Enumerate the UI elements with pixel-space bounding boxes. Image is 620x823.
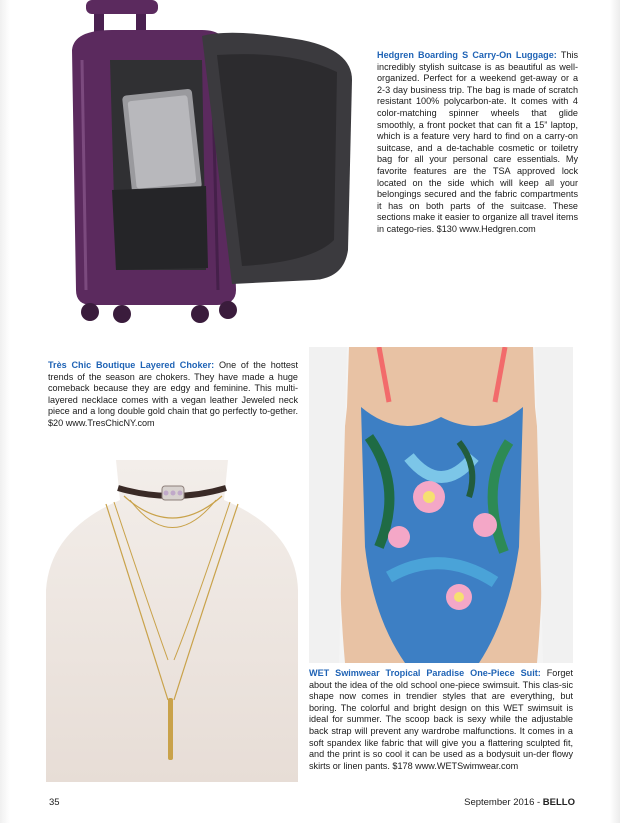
magazine-brand: BELLO	[542, 797, 575, 808]
article-body: One of the hottest trends of the season are chokers. They have made a huge comeback because they are edgy and feminine. This multi-layered necklace comes with a vegan leather Jeweled neck piece and a long double gold chain that go perfectly to-gether. $20 www.TresChicNY.com	[48, 360, 298, 428]
article-title: Très Chic Boutique Layered Choker:	[48, 360, 215, 370]
page-number: 35	[49, 797, 60, 808]
page-edge-shadow	[0, 0, 10, 823]
article-title: Hedgren Boarding S Carry-On Luggage:	[377, 50, 557, 60]
luggage-photo	[52, 0, 370, 330]
article-title: WET Swimwear Tropical Paradise One-Piece Suit:	[309, 668, 541, 678]
article-body: This incredibly stylish suitcase is as beautiful as well-organized. Perfect for a weekend get-away or a 2-3 day business trip. The bag is made of scratch resistant 100% polycarbon-ate. It comes with 4 color-matching spinner wheels that glide smoothly, a front pocket that can fit a 15” laptop, which is a feature very hard to find on a carry-on suitcase, and a de-tachable cosmetic or toiletry bag for all your personal care essentials. My favorite features are the TSA approved lock located on the side which will keep all your belongings secured and the fabric compartments it has on both parts of the suitcase. These sections make it easier to organize all travel items in catego-ries. $130 www.Hedgren.com	[377, 50, 578, 234]
article-wet-swimwear	[309, 668, 573, 772]
issue-date: September 2016 -	[464, 797, 543, 808]
choker-necklace-photo	[46, 460, 298, 782]
article-body: Forget about the idea of the old school one-piece swimsuit. This clas-sic shape now comes in trendier styles that are everything, but boring. The colorful and bright design on this WET swimsuit is ideal for summer. The scoop back is sexy while the adjustable back strap will prevent any wardrobe malfunctions. It comes in a soft spandex like fabric that will give you a flattering sculpted fit, and the print is so cool it can be used as a bodysuit un-der flowy skirts or linen pants. $178 www.WETSwimwear.com	[309, 668, 573, 771]
swimsuit-photo	[309, 347, 573, 663]
article-hedgren-luggage	[377, 50, 578, 236]
article-choker	[48, 360, 298, 430]
page-edge-shadow	[610, 0, 620, 823]
issue-footer	[464, 797, 575, 808]
